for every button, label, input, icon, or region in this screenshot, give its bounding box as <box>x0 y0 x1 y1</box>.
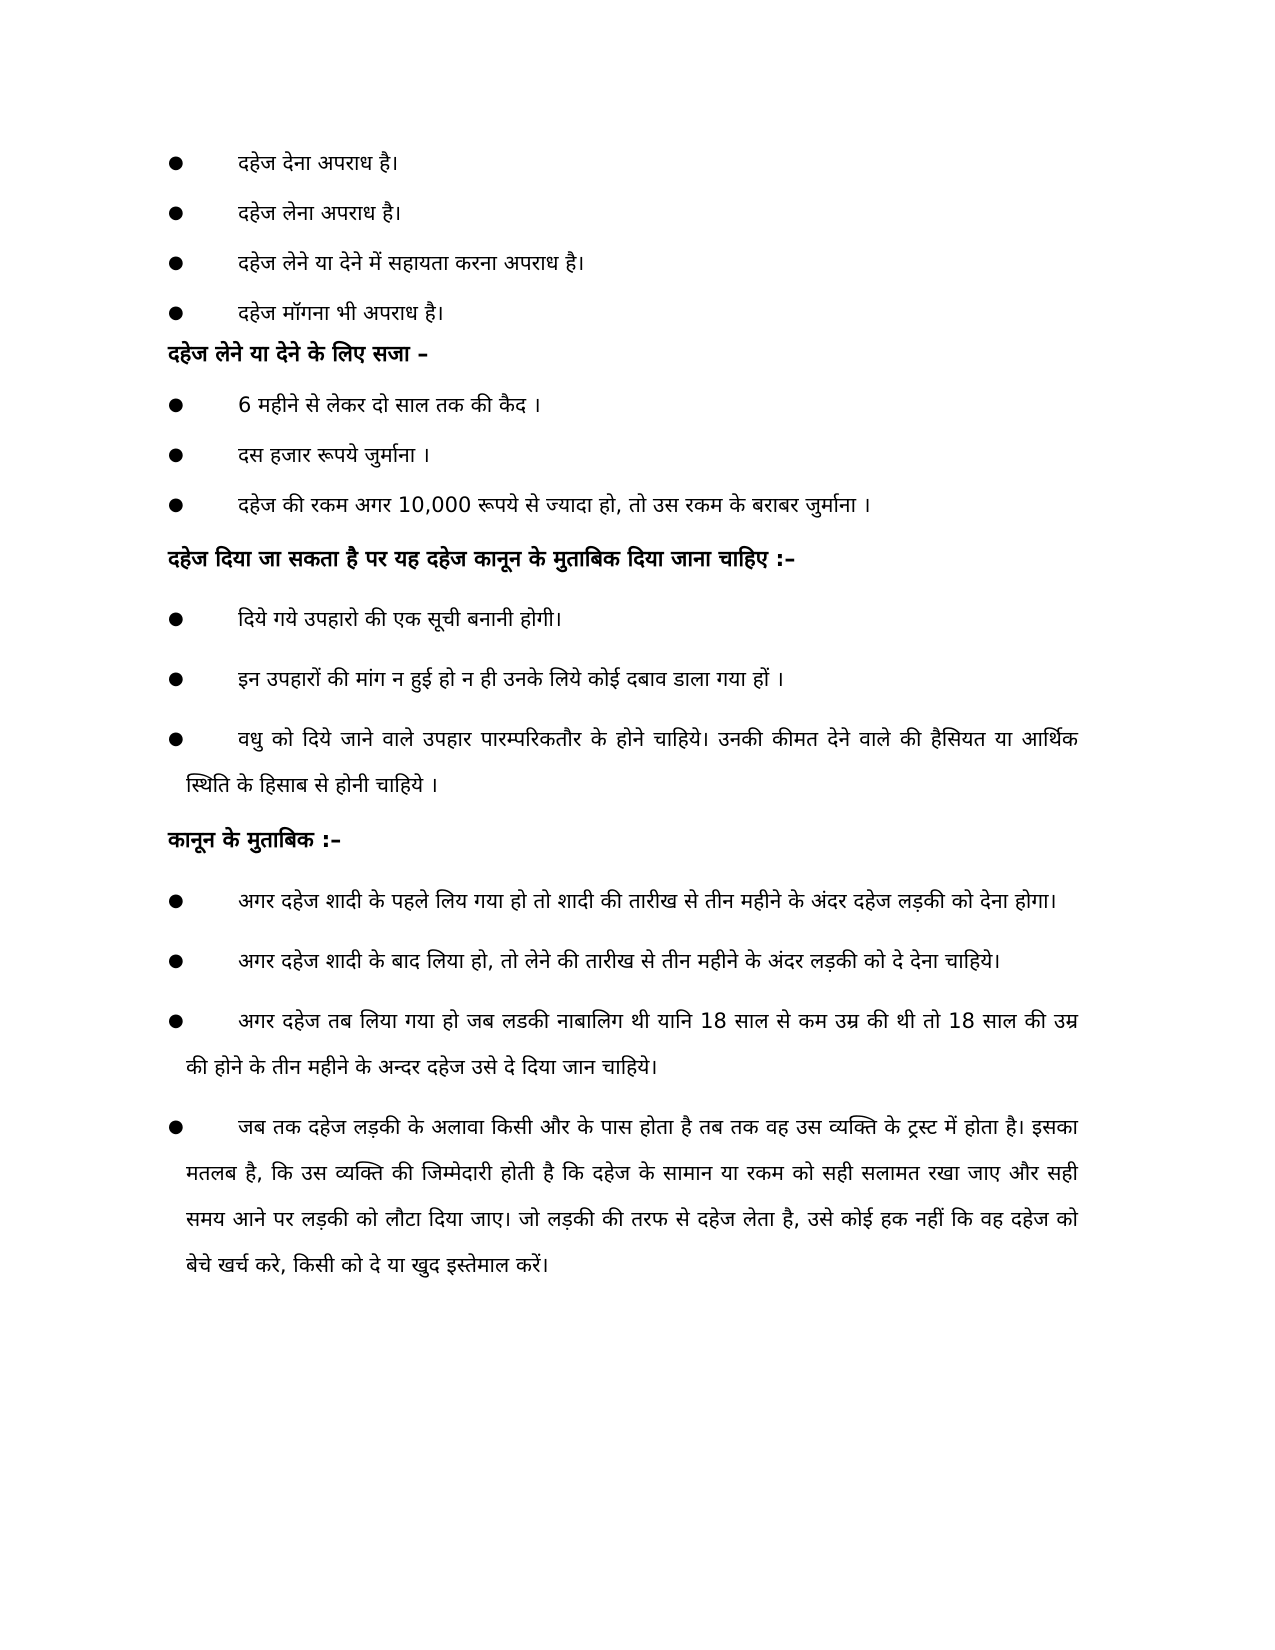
list-item-text: दहेज मॉगना भी अपराध है। <box>238 301 444 325</box>
list-item <box>168 656 1078 702</box>
bullet-icon: ● <box>168 890 184 911</box>
list-item <box>168 240 1078 286</box>
list-item-text: अगर दहेज शादी के पहले लिय गया हो तो शादी की तारीख से तीन महीने के अंदर दहेज लड़की को देना होगा। <box>238 889 1057 913</box>
list-item <box>168 998 1078 1090</box>
list-item-text: दहेज लेना अपराध है। <box>238 201 402 225</box>
list-offences <box>168 140 1078 336</box>
list-item-text: दहेज लेने या देने में सहायता करना अपराध है। <box>238 251 585 275</box>
list-item <box>168 432 1078 478</box>
list-punishment <box>168 382 1078 528</box>
bullet-icon: ● <box>168 1116 184 1137</box>
list-item-text: दहेज की रकम अगर 10,000 रूपये से ज्यादा हो, तो उस रकम के बराबर जुर्माना । <box>238 493 871 517</box>
bullet-icon: ● <box>168 152 184 173</box>
list-item <box>168 716 1078 808</box>
bullet-icon: ● <box>168 494 184 515</box>
list-item <box>168 290 1078 336</box>
list-item <box>168 938 1078 984</box>
list-item <box>168 482 1078 528</box>
list-item-text: दहेज देना अपराध है। <box>238 151 399 175</box>
list-item <box>168 1104 1078 1288</box>
heading-as-per-law: कानून के मुताबिक :– <box>168 828 342 853</box>
bullet-icon: ● <box>168 394 184 415</box>
list-item <box>168 596 1078 642</box>
list-gift-rules <box>168 596 1078 808</box>
heading-dowry-law: दहेज दिया जा सकता है पर यह दहेज कानून के मुताबिक दिया जाना चाहिए :– <box>168 547 796 572</box>
bullet-icon: ● <box>168 728 184 749</box>
heading-punishment: दहेज लेने या देने के लिए सजा – <box>168 342 429 367</box>
list-item-text: इन उपहारों की मांग न हुई हो न ही उनके लिये कोई दबाव डाला गया हों । <box>238 667 784 691</box>
list-item-text: वधु को दिये जाने वाले उपहार पारम्परिकतौर के होने चाहिये। उनकी कीमत देने वाले की हैसियत या आर्थिक स्थिति के हिसाब से होनी चाहिये । <box>186 727 1078 797</box>
list-item <box>168 140 1078 186</box>
list-item-text: जब तक दहेज लड़की के अलावा किसी और के पास होता है तब तक वह उस व्यक्ति के ट्रस्ट में होता है। इसका मतलब है, कि उस व्यक्ति की जिम्मेदारी होती है कि दहेज के सामान या रकम को सही सलामत रखा जाए और सही समय आने पर लड़की को लौटा दिया जाए। जो लड़की की तरफ से दहेज लेता है, उसे कोई हक नहीं कि वह दहेज को बेचे खर्च करे, किसी को दे या खुद इस्तेमाल करें। <box>186 1115 1078 1277</box>
list-item-text: अगर दहेज तब लिया गया हो जब लडकी नाबालिग थी यानि 18 साल से कम उम्र की थी तो 18 साल की उम्र की होने के तीन महीने के अन्दर दहेज उसे दे दिया जान चाहिये। <box>186 1009 1078 1079</box>
list-item <box>168 382 1078 428</box>
list-item <box>168 190 1078 236</box>
list-item-text: 6 महीने से लेकर दो साल तक की कैद । <box>238 393 541 417</box>
list-item-text: दिये गये उपहारो की एक सूची बनानी होगी। <box>238 607 562 631</box>
bullet-icon: ● <box>168 950 184 971</box>
bullet-icon: ● <box>168 202 184 223</box>
bullet-icon: ● <box>168 302 184 323</box>
list-item-text: अगर दहेज शादी के बाद लिया हो, तो लेने की तारीख से तीन महीने के अंदर लड़की को दे देना चाहिये। <box>238 949 1001 973</box>
bullet-icon: ● <box>168 608 184 629</box>
bullet-icon: ● <box>168 668 184 689</box>
list-law-provisions <box>168 878 1078 1288</box>
list-item <box>168 878 1078 924</box>
bullet-icon: ● <box>168 252 184 273</box>
bullet-icon: ● <box>168 1010 184 1031</box>
bullet-icon: ● <box>168 444 184 465</box>
list-item-text: दस हजार रूपये जुर्माना । <box>238 443 430 467</box>
